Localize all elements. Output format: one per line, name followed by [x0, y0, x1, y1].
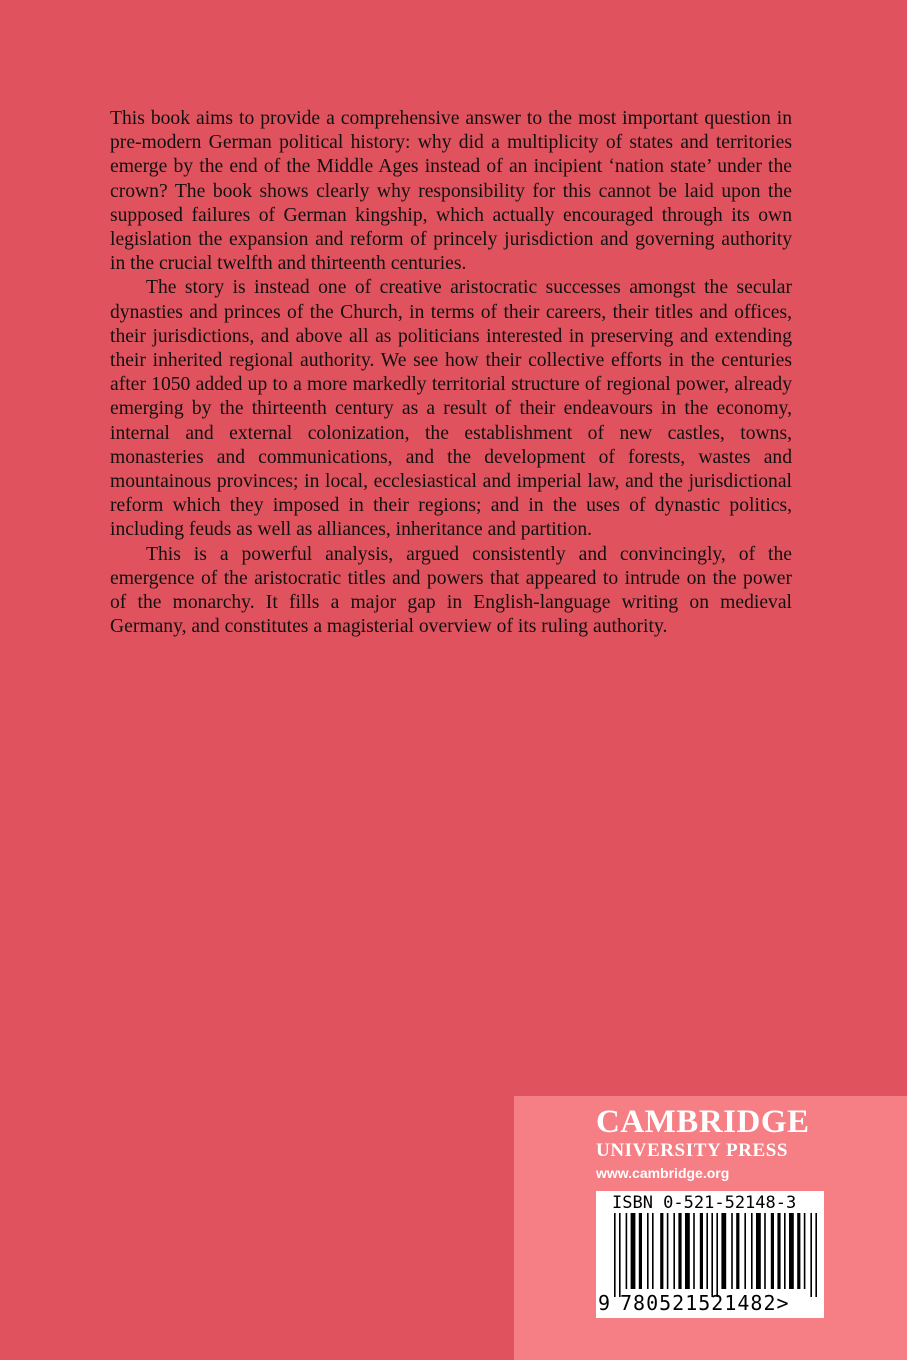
barcode-bar — [619, 1213, 621, 1297]
barcode-bar — [777, 1213, 780, 1289]
barcode-bar — [626, 1213, 628, 1289]
barcode-bar — [764, 1213, 766, 1289]
barcode-bar — [815, 1213, 817, 1297]
barcode-bar — [660, 1213, 663, 1289]
barcode-bar — [804, 1213, 806, 1289]
barcode-bar — [711, 1213, 713, 1297]
barcode-bar — [678, 1213, 681, 1289]
barcode-bar — [673, 1213, 675, 1289]
ean-digits: 780521521482> — [620, 1291, 790, 1315]
blurb-paragraph-1: This book aims to provide a comprehensive answer to the most important question in pre-modern German political history: why did a multiplicity of states and territories emerge by the end of the Middle Ages instead of an incipient ‘nation state’ under the crown? The book shows clearly why responsibility for this cannot be laid upon the supposed failures of German kingship, which actually encouraged through its own legislation the expansion and reform of princely jurisdiction and governing authority in the crucial twelfth and thirteenth centuries. — [110, 108, 792, 275]
publisher-panel — [514, 1096, 907, 1360]
barcode-bar — [706, 1213, 708, 1289]
barcode-bar — [700, 1213, 703, 1289]
barcode-bar — [685, 1213, 690, 1289]
barcode-bar — [693, 1213, 695, 1289]
blurb-paragraph-2: The story is instead one of creative aristocratic successes amongst the secular dynasties and princes of the Church, in terms of their careers, their titles and offices, their jurisdictions, and above all as politicians interested in preserving and extending their inherited regional authority. We see how their collective efforts in the centuries after 1050 added up to a more markedly territorial structure of regional power, already emerging by the thirteenth century as a result of their endeavours in the economy, internal and external colonization, the establishment of new castles, towns, monasteries and communications, and the development of forests, wastes and mountainous provinces; in local, ecclesiastical and imperial law, and the jurisdictional reform which they imposed in their regions; and in the uses of dynastic politics, including feuds as well as alliances, inheritance and partition. — [110, 277, 792, 541]
isbn-label: ISBN 0-521-52148-3 — [612, 1193, 797, 1213]
barcode-bar — [631, 1213, 636, 1289]
barcode-bar — [716, 1213, 718, 1297]
blurb-paragraph-3: This is a powerful analysis, argued consistently and convincingly, of the emergence of the aristocratic titles and powers that appeared to intrude on the power of the monarchy. It fills a major gap in English-language writing on medieval Germany, and constitutes a magisterial overview of its ruling authority. — [110, 543, 792, 638]
barcode-bar — [756, 1213, 761, 1289]
barcode-bar — [751, 1213, 753, 1289]
barcode-bar — [736, 1213, 739, 1289]
publisher-name: CAMBRIDGE — [596, 1104, 810, 1140]
barcode-bar — [667, 1213, 669, 1289]
isbn-barcode — [596, 1191, 824, 1318]
back-cover-blurb — [110, 107, 792, 639]
barcode-bar — [614, 1213, 616, 1297]
barcode-bar — [789, 1213, 794, 1289]
barcode-bar — [639, 1213, 642, 1289]
barcode-bar — [647, 1213, 649, 1289]
publisher-subtitle: UNIVERSITY PRESS — [596, 1140, 789, 1161]
barcode-bar — [652, 1213, 654, 1289]
barcode-bar — [797, 1213, 800, 1289]
ean-first-digit: 9 — [598, 1291, 611, 1315]
barcode-bar — [771, 1213, 774, 1289]
barcode-bar — [810, 1213, 812, 1297]
publisher-url: www.cambridge.org — [596, 1165, 730, 1181]
barcode-bar — [784, 1213, 786, 1289]
barcode-bar — [731, 1213, 733, 1289]
barcode-bar — [744, 1213, 746, 1289]
barcode-bar — [721, 1213, 726, 1289]
